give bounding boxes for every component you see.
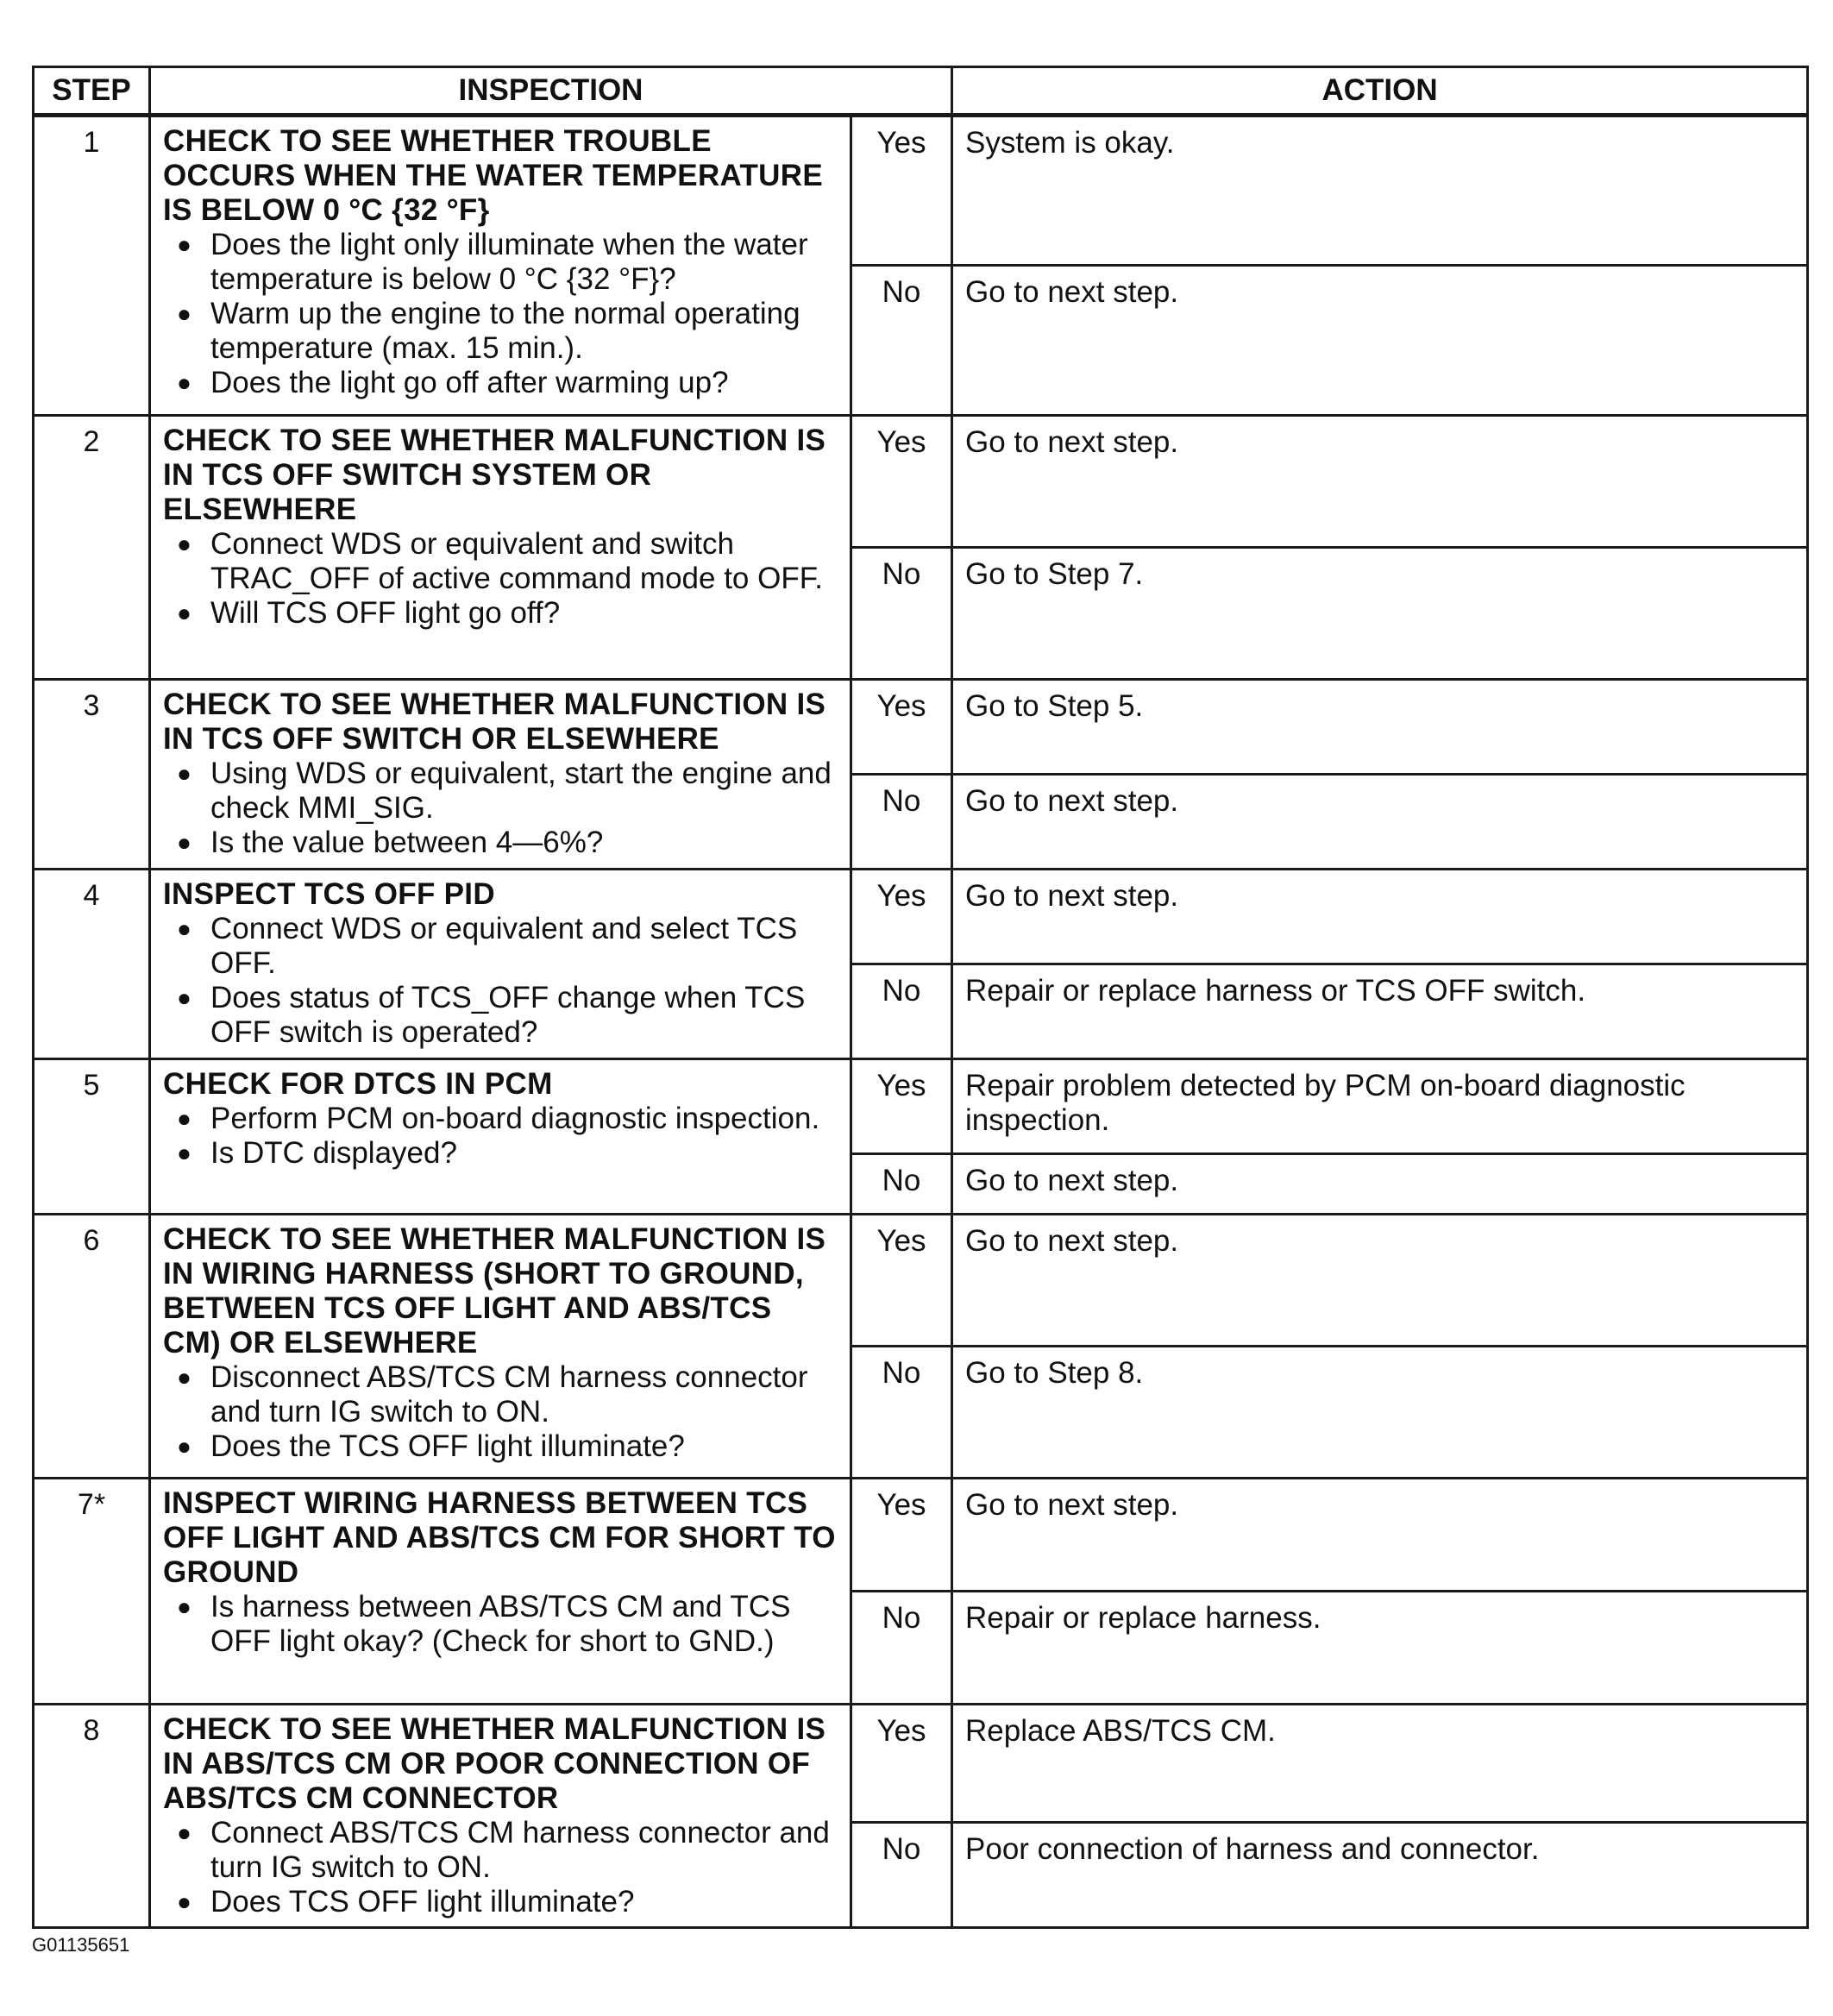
- step-header: STEP: [34, 67, 150, 116]
- inspection-title: CHECK TO SEE WHETHER TROUBLE OCCURS WHEN THE WATER TEMPERATURE IS BELOW 0 °C {32 °F}: [163, 124, 823, 227]
- inspection-table: [32, 66, 1809, 1929]
- table-row-yes: [34, 680, 1808, 775]
- table-row-yes: [34, 1479, 1808, 1592]
- inspection-cell: [150, 1059, 851, 1215]
- inspection-bullet: ● Does the TCS OFF light illuminate?: [163, 1429, 838, 1464]
- inspection-title: INSPECT TCS OFF PID: [163, 877, 495, 911]
- table-row-yes: [34, 870, 1808, 964]
- no-label: No: [851, 1347, 952, 1479]
- inspection-title: CHECK TO SEE WHETHER MALFUNCTION IS IN TCS OFF SWITCH OR ELSEWHERE: [163, 688, 826, 756]
- inspection-cell: [150, 680, 851, 870]
- yes-action: Replace ABS/TCS CM.: [952, 1705, 1808, 1823]
- no-label: No: [851, 964, 952, 1059]
- inspection-bullets: [163, 912, 838, 1050]
- inspection-bullet: ● Does the light go off after warming up?: [163, 366, 838, 400]
- no-action: Go to next step.: [952, 775, 1808, 870]
- inspection-title: CHECK TO SEE WHETHER MALFUNCTION IS IN WIRING HARNESS (SHORT TO GROUND, BETWEEN TCS OFF LIGHT AND ABS/TCS CM) OR ELSEWHERE: [163, 1222, 826, 1360]
- inspection-bullets: [163, 1816, 838, 1919]
- inspection-bullet: ● Using WDS or equivalent, start the engine and check MMI_SIG.: [163, 757, 838, 826]
- step-number: 2: [34, 416, 150, 680]
- step-number: 3: [34, 680, 150, 870]
- inspection-bullet: ● Warm up the engine to the normal operating temperature (max. 15 min.).: [163, 297, 838, 366]
- inspection-bullets: [163, 757, 838, 860]
- inspection-bullet: ● Does TCS OFF light illuminate?: [163, 1885, 838, 1919]
- table-row-yes: [34, 1705, 1808, 1823]
- table-row-yes: [34, 1059, 1808, 1154]
- inspection-cell: [150, 1705, 851, 1928]
- step-number: 1: [34, 116, 150, 416]
- table-row-yes: [34, 116, 1808, 266]
- no-action: Go to next step.: [952, 266, 1808, 416]
- yes-label: Yes: [851, 870, 952, 964]
- inspection-bullet: ● Is DTC displayed?: [163, 1136, 838, 1171]
- no-label: No: [851, 1154, 952, 1215]
- inspection-cell: [150, 416, 851, 680]
- table-row-yes: [34, 1215, 1808, 1347]
- step-number: 8: [34, 1705, 150, 1928]
- yes-label: Yes: [851, 680, 952, 775]
- no-label: No: [851, 775, 952, 870]
- inspection-bullet: ● Is harness between ABS/TCS CM and TCS OFF light okay? (Check for short to GND.): [163, 1590, 838, 1659]
- yes-label: Yes: [851, 1059, 952, 1154]
- yes-action: Repair problem detected by PCM on-board diagnostic inspection.: [952, 1059, 1808, 1154]
- inspection-bullets: [163, 1102, 838, 1171]
- no-action: Go to next step.: [952, 1154, 1808, 1215]
- step-number: 7*: [34, 1479, 150, 1705]
- step-number: 6: [34, 1215, 150, 1479]
- action-header: ACTION: [952, 67, 1808, 116]
- no-action: Repair or replace harness or TCS OFF switch.: [952, 964, 1808, 1059]
- inspection-bullet: ● Connect WDS or equivalent and select TCS OFF.: [163, 912, 838, 981]
- inspection-bullets: [163, 527, 838, 631]
- figure-code: G01135651: [32, 1934, 130, 1956]
- inspection-header: INSPECTION: [150, 67, 952, 116]
- no-action: Go to Step 7.: [952, 548, 1808, 680]
- inspection-cell: [150, 1479, 851, 1705]
- yes-action: System is okay.: [952, 116, 1808, 266]
- yes-label: Yes: [851, 416, 952, 548]
- no-action: Go to Step 8.: [952, 1347, 1808, 1479]
- inspection-bullet: ● Will TCS OFF light go off?: [163, 596, 838, 631]
- no-label: No: [851, 266, 952, 416]
- no-action: Poor connection of harness and connector.: [952, 1822, 1808, 1927]
- inspection-title: INSPECT WIRING HARNESS BETWEEN TCS OFF LIGHT AND ABS/TCS CM FOR SHORT TO GROUND: [163, 1486, 836, 1589]
- no-label: No: [851, 1822, 952, 1927]
- step-number: 5: [34, 1059, 150, 1215]
- yes-action: Go to Step 5.: [952, 680, 1808, 775]
- no-label: No: [851, 1592, 952, 1705]
- inspection-cell: [150, 116, 851, 416]
- yes-label: Yes: [851, 1705, 952, 1823]
- yes-label: Yes: [851, 1479, 952, 1592]
- inspection-title: CHECK TO SEE WHETHER MALFUNCTION IS IN TCS OFF SWITCH SYSTEM OR ELSEWHERE: [163, 424, 826, 526]
- inspection-bullets: [163, 228, 838, 400]
- yes-action: Go to next step.: [952, 416, 1808, 548]
- table-body: [34, 116, 1808, 1928]
- yes-label: Yes: [851, 1215, 952, 1347]
- header-row: [34, 67, 1808, 116]
- inspection-bullets: [163, 1360, 838, 1464]
- no-action: Repair or replace harness.: [952, 1592, 1808, 1705]
- yes-action: Go to next step.: [952, 1479, 1808, 1592]
- inspection-bullet: ● Does the light only illuminate when the water temperature is below 0 °C {32 °F}?: [163, 228, 838, 297]
- inspection-bullet: ● Connect ABS/TCS CM harness connector and turn IG switch to ON.: [163, 1816, 838, 1885]
- step-number: 4: [34, 870, 150, 1059]
- yes-action: Go to next step.: [952, 870, 1808, 964]
- no-label: No: [851, 548, 952, 680]
- inspection-cell: [150, 1215, 851, 1479]
- inspection-cell: [150, 870, 851, 1059]
- yes-action: Go to next step.: [952, 1215, 1808, 1347]
- inspection-table-container: [32, 66, 1806, 1929]
- inspection-title: CHECK FOR DTCS IN PCM: [163, 1067, 553, 1101]
- inspection-bullet: ● Connect WDS or equivalent and switch TRAC_OFF of active command mode to OFF.: [163, 527, 838, 596]
- inspection-bullets: [163, 1590, 838, 1659]
- inspection-bullet: ● Perform PCM on-board diagnostic inspection.: [163, 1102, 838, 1136]
- yes-label: Yes: [851, 116, 952, 266]
- table-row-yes: [34, 416, 1808, 548]
- inspection-bullet: ● Disconnect ABS/TCS CM harness connector and turn IG switch to ON.: [163, 1360, 838, 1429]
- inspection-bullet: ● Is the value between 4—6%?: [163, 826, 838, 860]
- inspection-title: CHECK TO SEE WHETHER MALFUNCTION IS IN ABS/TCS CM OR POOR CONNECTION OF ABS/TCS CM CONNECTOR: [163, 1712, 826, 1815]
- inspection-bullet: ● Does status of TCS_OFF change when TCS OFF switch is operated?: [163, 981, 838, 1050]
